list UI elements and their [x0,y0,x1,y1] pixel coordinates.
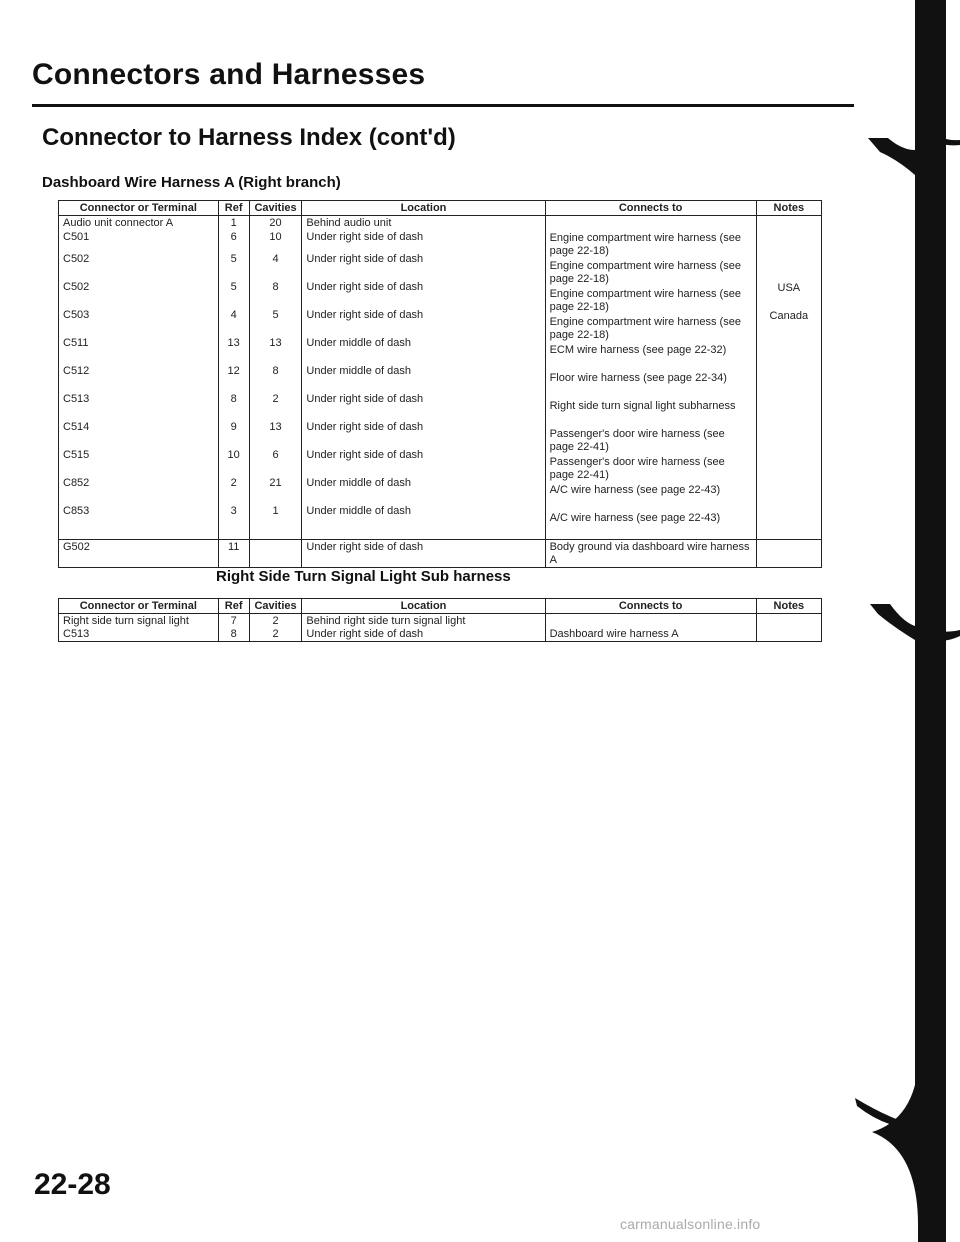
connector-name: C513 [63,627,90,640]
notes-cell [756,540,821,568]
ref-value: 8 [230,627,237,640]
location-value: Under middle of dash [306,337,411,350]
cavities-value: 13 [269,337,282,350]
connects-to-value: Floor wire harness (see page 22-34) [549,372,727,385]
cavities-value: 2 [272,393,279,406]
connects-to-cell [545,614,756,642]
connects-to-cell: Body ground via dashboard wire harness A [545,540,756,568]
cavities-value: 1 [272,505,279,518]
location-value: Under middle of dash [306,505,411,518]
ref-cell: 11 [218,540,249,568]
cavities-value: 21 [269,477,282,490]
location-value: Under right side of dash [306,253,424,266]
connects-to-value: A/C wire harness (see page 22-43) [549,512,721,525]
connects-to-value: Right side turn signal light subharness [549,400,736,413]
col-header-cavities: Cavities [249,201,302,216]
connector-name: C502 [63,281,90,294]
connects-to-value: Engine compartment wire harness (see page 22-18) [549,288,741,313]
ref-value: 6 [230,231,237,244]
section-heading-turn-signal-subharness: Right Side Turn Signal Light Sub harness [216,568,511,585]
cavities-value: 6 [272,449,279,462]
connector-name: C511 [63,337,89,350]
title-rule [32,104,854,107]
location-value: Under middle of dash [306,477,411,490]
cavities-value: 5 [272,309,279,322]
ref-value: 2 [230,477,237,490]
col-header-cavities: Cavities [249,599,302,614]
connector-cell: G502 [59,540,219,568]
location-cell [302,216,545,540]
ref-value: 12 [227,365,240,378]
ref-value: 1 [230,217,237,230]
cavities-value: 8 [272,365,279,378]
ref-cell [218,614,249,642]
connects-to-value: Engine compartment wire harness (see page 22-18) [549,232,741,257]
cavities-value: 2 [272,615,279,628]
cavities-value: 13 [269,421,282,434]
location-value: Under right side of dash [306,627,424,640]
connector-name: C513 [63,393,90,406]
location-cell: Under right side of dash [302,540,545,568]
connects-to-value: Passenger's door wire harness (see page 22-41) [549,456,725,481]
connects-to-value: Dashboard wire harness A [549,627,679,640]
col-header-ref: Ref [218,599,249,614]
connector-name: C514 [63,421,90,434]
watermark: carmanualsonline.info [620,1216,761,1232]
location-cell [302,614,545,642]
connector-name: Audio unit connector A [63,217,174,230]
col-header-location: Location [302,599,545,614]
col-header-notes: Notes [756,201,821,216]
ref-value: 13 [227,337,240,350]
ref-value: 4 [230,309,237,322]
col-header-notes: Notes [756,599,821,614]
table-row [59,216,822,540]
notes-cell [756,216,821,540]
col-header-location: Location [302,201,545,216]
location-value: Under right side of dash [306,449,424,462]
location-value: Behind right side turn signal light [306,615,466,628]
ref-value: 10 [227,449,240,462]
ref-value: 3 [230,505,237,518]
ref-value: 8 [230,393,237,406]
notes-cell [756,614,821,642]
cavities-value: 4 [272,253,279,266]
cavities-value: 10 [269,231,282,244]
connector-cell [59,614,219,642]
section-heading-dashboard-harness: Dashboard Wire Harness A (Right branch) [42,174,341,191]
connector-cell [59,216,219,540]
cavities-value: 8 [272,281,279,294]
connects-to-value: Engine compartment wire harness (see page 22-18) [549,260,741,285]
connector-name: C852 [63,477,90,490]
connector-name: C512 [63,365,90,378]
location-value: Behind audio unit [306,217,392,230]
ref-value: 7 [230,615,237,628]
table-row [59,614,822,642]
turn-signal-subharness-table [58,598,822,642]
cavities-cell [249,540,302,568]
connects-to-cell [545,216,756,540]
ref-value: 9 [230,421,237,434]
cavities-value: 20 [269,217,282,230]
cavities-cell [249,216,302,540]
location-value: Under right side of dash [306,281,424,294]
notes-value: USA [777,282,801,295]
table-header-row [59,201,822,216]
connector-name: C515 [63,449,90,462]
ref-value: 5 [230,281,237,294]
dashboard-harness-table [58,200,822,568]
col-header-connects-to: Connects to [545,599,756,614]
location-value: Under right side of dash [306,421,424,434]
table-header-row [59,599,822,614]
location-value: Under right side of dash [306,231,424,244]
cavities-value: 2 [272,627,279,640]
connector-name: Right side turn signal light [63,615,189,628]
connects-to-value: Passenger's door wire harness (see page 22-41) [549,428,725,453]
col-header-connects-to: Connects to [545,201,756,216]
connector-name: C502 [63,253,90,266]
ref-cell [218,216,249,540]
location-value: Under middle of dash [306,365,411,378]
connects-to-value: ECM wire harness (see page 22-32) [549,344,727,357]
page-title: Connectors and Harnesses [32,58,426,91]
col-header-ref: Ref [218,201,249,216]
page-subtitle: Connector to Harness Index (cont'd) [42,124,456,151]
col-header-connector: Connector or Terminal [59,599,219,614]
notes-value: Canada [769,310,809,323]
ref-value: 5 [230,253,237,266]
col-header-connector: Connector or Terminal [59,201,219,216]
location-value: Under right side of dash [306,309,424,322]
connects-to-value: A/C wire harness (see page 22-43) [549,484,721,497]
location-value: Under right side of dash [306,393,424,406]
connector-name: C501 [63,231,90,244]
table-row [59,540,822,568]
connector-name: C853 [63,505,90,518]
connector-name: C503 [63,309,90,322]
page-number: 22-28 [34,1168,111,1201]
cavities-cell [249,614,302,642]
connects-to-value: Engine compartment wire harness (see page 22-18) [549,316,741,341]
